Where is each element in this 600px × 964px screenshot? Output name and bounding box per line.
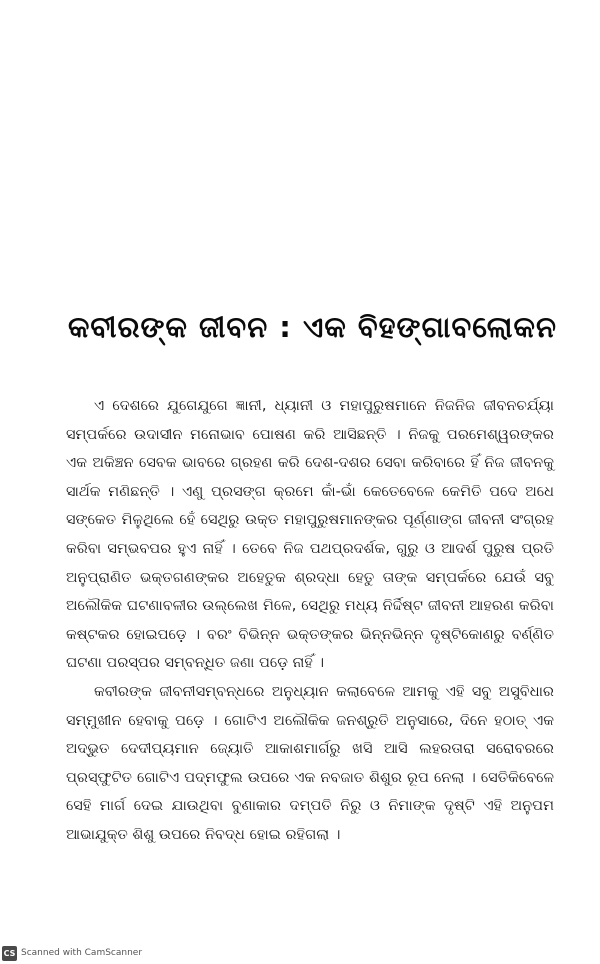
paragraph-2: କବୀରଙ୍କ ଜୀବନୀସମ୍ବନ୍ଧରେ ଅନୁଧ୍ୟାନ କଲାବେଳେ ଆମକୁ ଏହି ସବୁ ଅସୁବିଧାର ସମ୍ମୁଖୀନ ହେବାକୁ ପଡ଼େ । ଗୋଟିଏ ଅଲୌକିକ ଜନଶ୍ରୁତି ଅନୁସାରେ, ଦିନେ ହଠାତ୍ ଏକ ଅଦ୍ଭୁତ ଦେଦୀପ୍ୟମାନ ଜ୍ୟୋତି ଆକାଶମାର୍ଗରୁ ଖସି ଆସି ଲହରତାରା ସରୋବରରେ ପ୍ରସ୍ଫୁଟିତ ଗୋଟିଏ ପଦ୍ମଫୁଲ ଉପରେ ଏକ ନବଜାତ ଶିଶୁର ରୂପ ନେଲା । ସେତିକିବେଳେ ସେହି ମାର୍ଗ ଦେଇ ଯାଉଥିବା ବୁଣାକାର ଦମ୍ପତି ନିରୁ ଓ ନିମାଙ୍କ ଦୃଷ୍ଟି ଏହି ଅନୁପମ ଆଭାଯୁକ୍ତ ଶିଶୁ ଉପରେ ନିବଦ୍ଧ ହୋଇ ରହିଗଲା । [66,682,554,843]
chapter-body [66,392,554,850]
camscanner-logo-icon: CS [2,946,17,961]
paragraph-1: ଏ ଦେଶରେ ଯୁଗେଯୁଗେ ଜ୍ଞାନୀ, ଧ୍ୟାନୀ ଓ ମହାପୁରୁଷମାନେ ନିଜନିଜ ଜୀବନଚର୍ଯ୍ୟା ସମ୍ପର୍କରେ ଉଦାସୀନ ମନୋଭାବ ପୋଷଣ କରି ଆସିଛନ୍ତି । ନିଜକୁ ପରମେଶ୍ୱରଙ୍କର ଏକ ଅକିଞ୍ଚନ ସେବକ ଭାବରେ ଗ୍ରହଣ କରି ଦେଶ-ଦଶର ସେବା କରିବାରେ ହିଁ ନିଜ ଜୀବନକୁ ସାର୍ଥକ ମଣିଛନ୍ତି । ଏଣୁ ପ୍ରସଙ୍ଗ କ୍ରମେ କାଁ-ଭାଁ କେତେବେଳେ କେମିତି ପଦେ ଅଧେ ସଙ୍କେତ ମିଳୁଥିଲେ ହେଁ ସେଥିରୁ ଉକ୍ତ ମହାପୁରୁଷମାନଙ୍କର ପୂର୍ଣ୍ଣାଙ୍ଗ ଜୀବନୀ ସଂଗ୍ରହ କରିବା ସମ୍ଭବପର ହୁଏ ନାହିଁ । ତେବେ ନିଜ ପଥପ୍ରଦର୍ଶକ, ଗୁରୁ ଓ ଆଦର୍ଶ ପୁରୁଷ ପ୍ରତି ଅନୁପ୍ରାଣିତ ଭକ୍ତଗଣଙ୍କର ଅହେତୁକ ଶ୍ରଦ୍ଧା ହେତୁ ତାଙ୍କ ସମ୍ପର୍କରେ ଯେଉଁ ସବୁ ଅଲୌକିକ ଘଟଣାବଳୀର ଉଲ୍ଲେଖ ମିଳେ, ସେଥିରୁ ମଧ୍ୟ ନିର୍ଦ୍ଦିଷ୍ଟ ଜୀବନୀ ଆହରଣ କରିବା କଷ୍ଟକର ହୋଇପଡ଼େ । ବରଂ ବିଭିନ୍ନ ଭକ୍ତଙ୍କର ଭିନ୍ନଭିନ୍ନ ଦୃଷ୍ଟିକୋଣରୁ ବର୍ଣ୍ଣିତ ଘଟଣା ପରସ୍ପର ସମ୍ବନ୍ଧିତ ଜଣା ପଡ଼େ ନାହିଁ । [66,397,554,672]
scanner-watermark [2,945,142,961]
scanner-label: Scanned with CamScanner [21,948,143,958]
chapter-title: କବୀରଙ୍କ ଜୀବନ : ଏକ ବିହଙ୍ଗାବଲୋକନ [68,310,557,344]
